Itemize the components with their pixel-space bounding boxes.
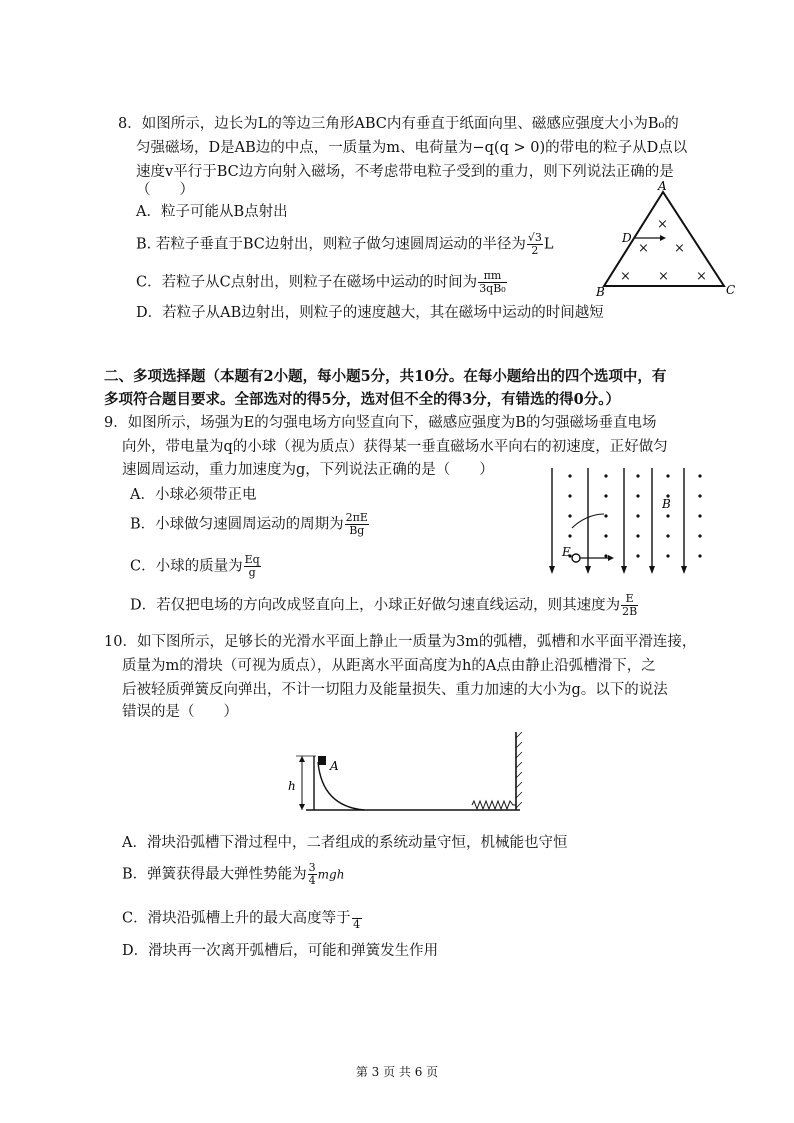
- numerator: 2πE: [345, 511, 368, 524]
- field-dot: [698, 494, 701, 497]
- q10-option-c: [122, 906, 363, 931]
- field-dot: [698, 474, 701, 477]
- q10-option-b-fraction: [308, 862, 317, 887]
- page-footer: 第 3 页 共 6 页: [355, 1065, 439, 1079]
- q8-option-b-text: B. 若粒子垂直于BC边射出，则粒子做匀速圆周运动的半径为: [136, 236, 526, 253]
- field-dot: [604, 554, 607, 557]
- svg-text:×: ×: [620, 269, 631, 284]
- groove-arc: [318, 762, 364, 810]
- label-c: C: [726, 283, 736, 297]
- field-dot: [666, 534, 669, 537]
- field-dot: [604, 534, 607, 537]
- denominator: 4: [353, 918, 361, 931]
- label-h: h: [288, 779, 296, 793]
- q9-stem-line1: 9．如图所示，场强为E的匀强电场方向竖直向下，磁感应强度为B的匀强磁场垂直电场: [104, 415, 657, 431]
- denominator: 4: [308, 874, 316, 887]
- field-line-arrowhead: [549, 566, 555, 574]
- q10-option-c-fraction: [352, 906, 362, 931]
- q10-option-b-suffix: mgh: [317, 867, 345, 882]
- field-dot: [636, 534, 639, 537]
- field-dot: [636, 554, 639, 557]
- q10-option-c-text: C．滑块沿弧槽上升的最大高度等于: [122, 910, 351, 927]
- q9-stem-line3: 速圆周运动，重力加速度为g，下列说法正确的是（ ）: [122, 462, 494, 478]
- q10-arc-groove-figure: [282, 728, 532, 820]
- q8-option-b-fraction: [527, 232, 543, 257]
- field-dot: [666, 474, 669, 477]
- q8-option-d: D．若粒子从AB边射出，则粒子的速度越大，其在磁场中运动的时间越短: [136, 305, 604, 321]
- field-dot: [604, 474, 607, 477]
- field-dot: [698, 554, 701, 557]
- label-b: B: [596, 285, 605, 298]
- q8-triangle-figure: [592, 180, 742, 298]
- q8-stem-line1: 8．如图所示，边长为L的等边三角形ABC内有垂直于纸面向里、磁感应强度大小为B₀的: [118, 116, 679, 132]
- denominator: 2B: [622, 605, 638, 618]
- field-dot: [568, 474, 571, 477]
- field-dot: [636, 474, 639, 477]
- q8-stem-line3: 速度v平行于BC边方向射入磁场，不考虑带电粒子受到的重力，则下列说法正确的是: [136, 164, 674, 180]
- field-line-arrowhead: [621, 566, 627, 574]
- q8-answer-paren: （ ）: [136, 182, 194, 198]
- ball-velocity-arrowhead: [608, 555, 614, 561]
- field-line-arrowhead: [649, 566, 655, 574]
- field-dot: [666, 514, 669, 517]
- svg-text:×: ×: [638, 241, 649, 256]
- q10-stem-line1: 10．如下图所示，足够长的光滑水平面上静止一质量为3m的弧槽，弧槽和水平面平滑连接，: [104, 634, 697, 650]
- label-a: A: [658, 180, 667, 193]
- svg-text:×: ×: [674, 241, 685, 256]
- q9-option-c: [130, 554, 262, 579]
- q9-option-d: [130, 593, 639, 618]
- section-2-heading-line2: 多项符合题目要求。全部选对的得5分，选对但不全的得3分，有错选的得0分。）: [104, 391, 621, 408]
- slider-block: [318, 756, 326, 765]
- field-dot: [698, 534, 701, 537]
- field-dot: [568, 534, 571, 537]
- charged-ball: [572, 554, 580, 562]
- q8-option-c-text: C．若粒子从C点射出，则粒子在磁场中运动的时间为: [136, 274, 478, 291]
- q8-option-a: A．粒子可能从B点射出: [136, 204, 288, 220]
- numerator: 3: [308, 861, 316, 874]
- denominator: g: [248, 566, 256, 579]
- label-a: A: [330, 759, 339, 773]
- q10-option-b: [122, 862, 344, 887]
- spring: [472, 801, 516, 809]
- svg-text:×: ×: [696, 269, 707, 284]
- velocity-arrowhead: [660, 235, 666, 241]
- q9-option-c-text: C．小球的质量为: [130, 558, 243, 575]
- q9-field-figure: [540, 462, 720, 584]
- q8-option-b: [136, 232, 554, 257]
- q9-stem-line2: 向外，带电量为q的小球（视为质点）获得某一垂直磁场水平向右的初速度，正好做匀: [122, 439, 668, 455]
- q10-option-d: D．滑块再一次离开弧槽后，可能和弹簧发生作用: [122, 943, 439, 959]
- section-2-heading-line1: 二、多项选择题（本题有2小题，每小题5分，共10分。在每小题给出的四个选项中，有: [104, 368, 667, 385]
- numerator: E: [621, 593, 638, 606]
- numerator: Eq: [244, 553, 260, 566]
- q9-option-b: [130, 512, 370, 537]
- field-dot: [666, 554, 669, 557]
- height-arrow-top: [299, 756, 305, 762]
- q9-option-a: A．小球必须带正电: [130, 487, 257, 503]
- field-dot: [568, 514, 571, 517]
- field-dot: [636, 494, 639, 497]
- numerator: πm: [478, 270, 507, 283]
- q9-option-b-text: B．小球做匀速圆周运动的周期为: [130, 516, 344, 533]
- field-dot: [604, 494, 607, 497]
- q10-option-a: A．滑块沿弧槽下滑过程中，二者组成的系统动量守恒，机械能也守恒: [122, 835, 568, 851]
- field-line-arrowhead: [585, 566, 591, 574]
- height-arrow-bottom: [299, 804, 305, 810]
- q10-stem-line2: 质量为m的滑块（可视为质点），从距离水平面高度为h的A点由静止沿弧槽滑下，之: [122, 658, 656, 674]
- field-dot: [636, 514, 639, 517]
- q9-option-d-text: D．若仅把电场的方向改成竖直向上，小球正好做匀速直线运动，则其速度为: [130, 597, 621, 614]
- denominator: Bg: [349, 524, 365, 537]
- q9-option-b-fraction: [345, 512, 369, 537]
- q8-option-c: [136, 270, 508, 295]
- q8-option-c-fraction: [478, 270, 507, 295]
- q8-option-b-suffix: L: [543, 236, 554, 253]
- q10-option-b-text: B．弹簧获得最大弹性势能为: [122, 866, 307, 883]
- field-dot: [604, 514, 607, 517]
- q10-stem-line3: 后被轻质弹簧反向弹出，不计一切阻力及能量损失、重力加速的大小为g。以下的说法: [122, 682, 668, 698]
- field-dot: [568, 494, 571, 497]
- field-dot: [698, 514, 701, 517]
- magnetic-field-crosses: [620, 217, 707, 284]
- q9-option-c-fraction: [244, 554, 261, 579]
- q8-stem-line2: 匀强磁场，D是AB边的中点，一质量为m、电荷量为−q(q > 0)的带电的粒子从D点以: [136, 140, 688, 156]
- svg-text:×: ×: [658, 269, 669, 284]
- q10-stem-line4: 错误的是（ ）: [122, 704, 238, 720]
- q9-option-d-fraction: [621, 593, 638, 618]
- field-line-arrowhead: [681, 566, 687, 574]
- wall-hatching: [516, 732, 522, 808]
- numerator: √3: [527, 231, 542, 244]
- svg-text:×: ×: [657, 217, 668, 232]
- label-e: E: [562, 545, 571, 559]
- denominator: 2: [531, 244, 539, 257]
- label-d: D: [622, 231, 632, 245]
- label-b: B: [662, 497, 671, 511]
- denominator: 3qB₀: [479, 282, 506, 295]
